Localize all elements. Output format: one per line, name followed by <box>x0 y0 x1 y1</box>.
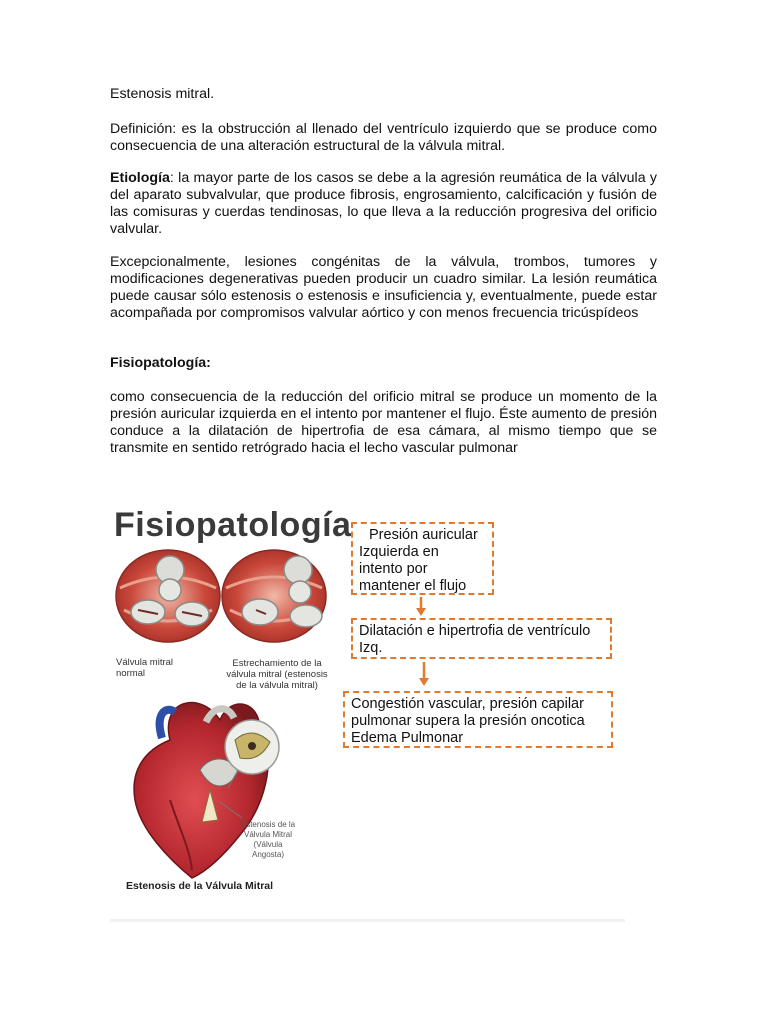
definition-paragraph <box>110 121 657 170</box>
figure-title: Fisiopatología <box>114 506 352 544</box>
stenotic-valve-illustration <box>222 550 326 642</box>
pathophysiology-text: como consecuencia de la reducción del orificio mitral se produce un momento de la presión auricular izquierda en el intento por mantener el flujo. Éste aumento de presión conduce a la dilatación de hipertrofia de esa cámara, al mismo tiempo que se transmite en sentido retrógrado hacia el lecho vascular pulmonar <box>110 389 657 456</box>
document-title: Estenosis mitral. <box>110 86 215 102</box>
box1-text: Presión auricular Izquierda en intento por mantener el flujo <box>359 527 478 594</box>
pathophysiology-figure <box>110 500 625 922</box>
figure-divider <box>110 919 625 922</box>
etiology-text: : la mayor parte de los casos se debe a la agresión reumática de la válvula y del aparato subvalvular, que produce fibrosis, engrosamiento, calcificación y fusión de las comisuras y cuerdas tendinosas, lo que lleva a la reducción progresiva del orificio valvular. <box>110 170 657 237</box>
exceptional-paragraph <box>110 254 657 337</box>
flow-box-atrial-pressure <box>351 522 494 595</box>
box2-text: Dilatación e hipertrofia de ventrículo Izq. <box>359 623 591 656</box>
normal-valve-illustration <box>116 550 220 642</box>
caption-stenotic-valve: Estrechamiento de la válvula mitral (estenosis de la válvula mitral) <box>226 658 328 691</box>
definition-text: Definición: es la obstrucción al llenado del ventrículo izquierdo que se produce como consecuencia de una alteración estructural de la válvula mitral. <box>110 121 657 154</box>
etiology-paragraph <box>110 170 657 253</box>
pathophysiology-heading: Fisiopatología: <box>110 355 211 371</box>
caption-normal-valve: Válvula mitral normal <box>116 657 174 679</box>
box3-text: Congestión vascular, presión capilar pulmonar supera la presión oncotica Edema Pulmonar <box>351 696 585 746</box>
flow-box-ventricle-dilation <box>351 618 612 659</box>
caption-valve-label: Estenosis de la Válvula Mitral (Válvula Angosta) <box>240 820 296 859</box>
caption-heart: Estenosis de la Válvula Mitral <box>126 880 274 892</box>
flow-box-pulmonary-edema <box>343 691 613 748</box>
etiology-label: Etiología <box>110 170 170 186</box>
exceptional-text: Excepcionalmente, lesiones congénitas de la válvula, trombos, tumores y modificaciones degenerativas pueden producir un cuadro similar. La lesión reumática puede causar sólo estenosis o estenosis e insuficiencia y, eventualmente, puede estar acompañada por compromisos valvular aórtico y con menos frecuencia tricúspídeos <box>110 254 657 321</box>
pathophysiology-paragraph <box>110 389 657 472</box>
